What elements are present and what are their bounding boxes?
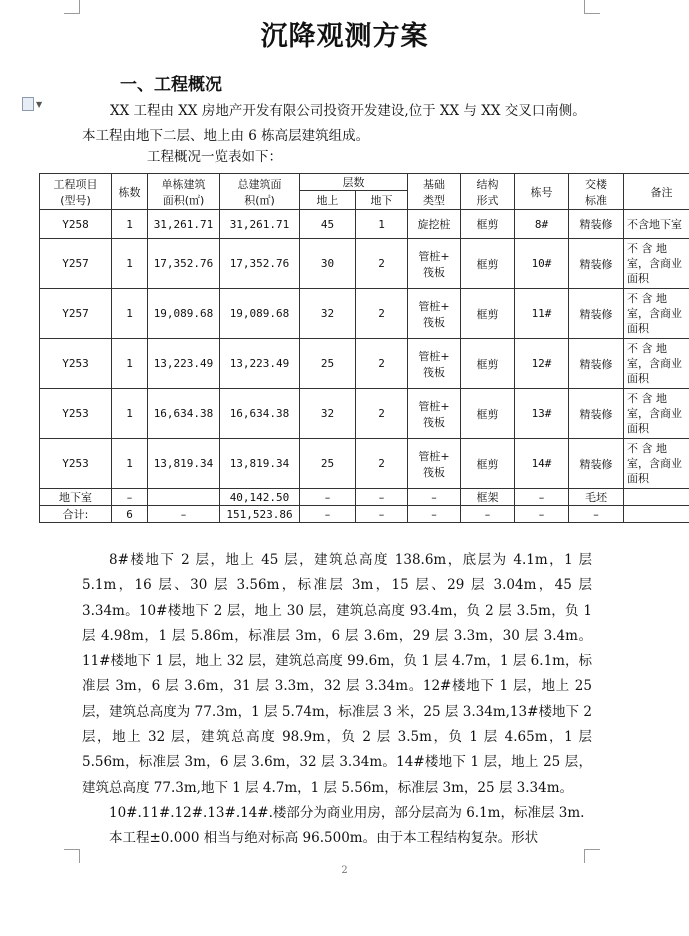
cell-count: 1: [112, 289, 148, 339]
foundation-line: 筏板: [423, 415, 445, 429]
cell-foundation: –: [408, 489, 461, 506]
foundation-line: 管桩+: [418, 399, 450, 413]
page-title: 沉降观测方案: [260, 21, 429, 52]
cell-single-area: [148, 489, 220, 506]
cell-count: 6: [112, 506, 148, 523]
remark-line: 不 含 地: [627, 442, 667, 455]
header-count: 栋数: [112, 174, 148, 210]
project-overview-table: [39, 173, 689, 523]
cell-foundation: 旋挖桩: [408, 210, 461, 239]
cell-floors-below: –: [356, 489, 408, 506]
cell-single-area: 31,261.71: [148, 210, 220, 239]
cell-model: Y253: [40, 439, 112, 489]
header-floors: 层数: [300, 174, 408, 191]
remark-line: 不 含 地: [627, 392, 667, 405]
header-text: 面积(㎡): [162, 193, 205, 207]
table-row: [40, 239, 689, 289]
cell-structure: 框剪: [461, 339, 515, 389]
body-paragraph: 本工程±0.000 相当与绝对标高 96.500m。由于本工程结构复杂。形状: [109, 830, 539, 847]
cell-label: 合计:: [40, 506, 112, 523]
header-text: (型号): [60, 193, 91, 207]
cell-foundation: [408, 239, 461, 289]
cell-floors-below: –: [356, 506, 408, 523]
cell-structure: 框剪: [461, 289, 515, 339]
cell-remark: [624, 389, 689, 439]
cell-total-area: 13,819.34: [220, 439, 300, 489]
intro-line: 工程概况一览表如下：: [147, 149, 282, 165]
cell-building-no: 11#: [515, 289, 569, 339]
table-row: [40, 289, 689, 339]
cell-floors-below: 2: [356, 289, 408, 339]
cell-model: Y257: [40, 289, 112, 339]
table-row-basement: [40, 489, 689, 506]
header-text: 交楼: [585, 177, 607, 191]
foundation-line: 管桩+: [418, 349, 450, 363]
cell-building-no: –: [515, 506, 569, 523]
intro-line: 本工程由地下二层、地上由 6 栋高层建筑组成。: [82, 128, 370, 144]
table-row: [40, 389, 689, 439]
cell-handover: 毛坯: [569, 489, 624, 506]
header-text: 积(㎡): [244, 193, 275, 207]
cell-floors-below: 1: [356, 210, 408, 239]
remark-line: 面积: [627, 372, 649, 385]
cell-building-no: 12#: [515, 339, 569, 389]
cell-single-area: 19,089.68: [148, 289, 220, 339]
header-project: [40, 174, 112, 210]
header-building-no: 栋号: [515, 174, 569, 210]
header-floors-above: 地上: [300, 191, 356, 210]
cell-model: Y257: [40, 239, 112, 289]
table-row: [40, 210, 689, 239]
cell-single-area: 16,634.38: [148, 389, 220, 439]
foundation-line: 筏板: [423, 365, 445, 379]
header-text: 基础: [423, 177, 445, 191]
cell-floors-below: 2: [356, 389, 408, 439]
header-single-area: [148, 174, 220, 210]
cell-foundation: [408, 339, 461, 389]
cell-remark: [624, 289, 689, 339]
cell-floors-above: 30: [300, 239, 356, 289]
header-text: 形式: [476, 193, 499, 207]
cell-building-no: 10#: [515, 239, 569, 289]
remark-line: 面积: [627, 322, 649, 335]
header-text: 结构: [476, 177, 499, 191]
foundation-line: 管桩+: [418, 449, 450, 463]
cell-total-area: 17,352.76: [220, 239, 300, 289]
paste-options-icon[interactable]: ▼: [22, 97, 44, 111]
crop-mark: [584, 0, 585, 13]
remark-line: 不 含 地: [627, 242, 667, 255]
cell-building-no: 13#: [515, 389, 569, 439]
cell-remark: [624, 339, 689, 389]
cell-structure: 框剪: [461, 239, 515, 289]
foundation-line: 筏板: [423, 315, 445, 329]
cell-building-no: 8#: [515, 210, 569, 239]
cell-floors-above: –: [300, 506, 356, 523]
header-total-area: [220, 174, 300, 210]
cell-single-area: 17,352.76: [148, 239, 220, 289]
header-text: 类型: [423, 193, 445, 207]
cell-floors-below: 2: [356, 439, 408, 489]
header-text: 总建筑面: [237, 177, 282, 191]
cell-total-area: 151,523.86: [220, 506, 300, 523]
cell-handover: –: [569, 506, 624, 523]
cell-structure: 框架: [461, 489, 515, 506]
remark-line: 不 含 地: [627, 342, 667, 355]
cell-single-area: –: [148, 506, 220, 523]
cell-foundation: [408, 389, 461, 439]
foundation-line: 管桩+: [418, 249, 450, 263]
cell-floors-above: 32: [300, 389, 356, 439]
header-structure: [461, 174, 515, 210]
cell-remark: [624, 239, 689, 289]
cell-count: 1: [112, 210, 148, 239]
foundation-line: 筏板: [423, 465, 445, 479]
cell-model: Y253: [40, 339, 112, 389]
foundation-line: 管桩+: [418, 299, 450, 313]
cell-single-area: 13,223.49: [148, 339, 220, 389]
remark-line: 面积: [627, 272, 649, 285]
header-handover: [569, 174, 624, 210]
cell-structure: 框剪: [461, 439, 515, 489]
cell-count: 1: [112, 439, 148, 489]
cell-structure: 框剪: [461, 389, 515, 439]
cell-model: Y258: [40, 210, 112, 239]
body-text: [82, 548, 592, 852]
cell-floors-below: 2: [356, 339, 408, 389]
remark-line: 室，含商业: [627, 457, 682, 470]
cell-foundation: [408, 439, 461, 489]
cell-handover: 精装修: [569, 210, 624, 239]
cell-floors-above: 32: [300, 289, 356, 339]
cell-count: 1: [112, 389, 148, 439]
section-heading: 一、工程概况: [120, 75, 222, 95]
cell-floors-above: 45: [300, 210, 356, 239]
remark-line: 不 含 地: [627, 292, 667, 305]
cell-total-area: 16,634.38: [220, 389, 300, 439]
cell-handover: 精装修: [569, 339, 624, 389]
cell-count: –: [112, 489, 148, 506]
table-row: [40, 439, 689, 489]
cell-foundation: –: [408, 506, 461, 523]
cell-floors-above: –: [300, 489, 356, 506]
cell-count: 1: [112, 339, 148, 389]
cell-building-no: 14#: [515, 439, 569, 489]
body-paragraph: 10#.11#.12#.13#.14#.楼部分为商业用房，部分层高为 6.1m，标准层 3m.: [109, 804, 585, 821]
intro-line: XX 工程由 XX 房地产开发有限公司投资开发建设,位于 XX 与 XX 交叉口南侧。: [110, 103, 586, 119]
cell-model: Y253: [40, 389, 112, 439]
header-text: 标准: [585, 193, 607, 207]
header-foundation: [408, 174, 461, 210]
cell-floors-above: 25: [300, 439, 356, 489]
header-floors-below: 地下: [356, 191, 408, 210]
crop-mark: [79, 0, 80, 13]
cell-remark: [624, 506, 689, 523]
remark-line: 室，含商业: [627, 307, 682, 320]
cell-count: 1: [112, 239, 148, 289]
page-number: 2: [341, 865, 348, 876]
cell-foundation: [408, 289, 461, 339]
cell-remark: 不含地下室: [624, 210, 689, 239]
header-text: 单栋建筑: [161, 177, 206, 191]
cell-total-area: 13,223.49: [220, 339, 300, 389]
cell-total-area: 31,261.71: [220, 210, 300, 239]
remark-line: 室，含商业: [627, 407, 682, 420]
cell-structure: 框剪: [461, 210, 515, 239]
cell-floors-below: 2: [356, 239, 408, 289]
cell-label: 地下室: [40, 489, 112, 506]
cell-handover: 精装修: [569, 439, 624, 489]
cell-handover: 精装修: [569, 289, 624, 339]
remark-line: 室，含商业: [627, 257, 682, 270]
cell-handover: 精装修: [569, 389, 624, 439]
remark-line: 室，含商业: [627, 357, 682, 370]
body-paragraph: 8#楼地下 2 层，地上 45 层，建筑总高度 138.6m，底层为 4.1m，1 层 5.1m，16 层、30 层 3.56m，标准层 3m，15 层、29 层 3.04m，45 层 3.34m。10#楼地下 2 层，地上 30 层，建筑总高度 93.4m，负 2 层 3.5m，负 1 层 4.98m，1 层 5.86m，标准层 3m，6 层 3.6m，29 层 3.3m，30 层 3.4m。11#楼地下 1 层，地上 32 层，建筑总高度 99.6m，负 1 层 4.7m，1 层 6.1m，标准层 3m，6 层 3.6m，31 层 3.3m，32 层 3.34m。12#楼地下 1 层，地上 25 层，建筑总高度为 77.3m，1 层 5.74m，标准层 3 米，25 层 3.34m,13#楼地下 2 层，地上 32 层，建筑总高度 98.9m，负 2 层 3.5m，负 1 层 4.65m，1 层 5.56m，标准层 3m，6 层 3.6m，32 层 3.34m。14#楼地下 1 层，地上 25 层，建筑总高度 77.3m,地下 1 层 4.7m，1 层 5.56m，标准层 3m，25 层 3.34m。: [82, 552, 592, 796]
foundation-line: 筏板: [423, 265, 445, 279]
cell-remark: [624, 439, 689, 489]
remark-line: 面积: [627, 472, 649, 485]
crop-mark: [64, 849, 80, 850]
header-remarks: 备注: [624, 174, 689, 210]
cell-total-area: 40,142.50: [220, 489, 300, 506]
cell-building-no: –: [515, 489, 569, 506]
table-row: [40, 339, 689, 389]
cell-remark: [624, 489, 689, 506]
remark-line: 面积: [627, 422, 649, 435]
cell-single-area: 13,819.34: [148, 439, 220, 489]
cell-handover: 精装修: [569, 239, 624, 289]
table-row-total: [40, 506, 689, 523]
cell-total-area: 19,089.68: [220, 289, 300, 339]
cell-structure: –: [461, 506, 515, 523]
header-text: 工程项目: [53, 177, 98, 191]
crop-mark: [79, 849, 80, 863]
cell-floors-above: 25: [300, 339, 356, 389]
